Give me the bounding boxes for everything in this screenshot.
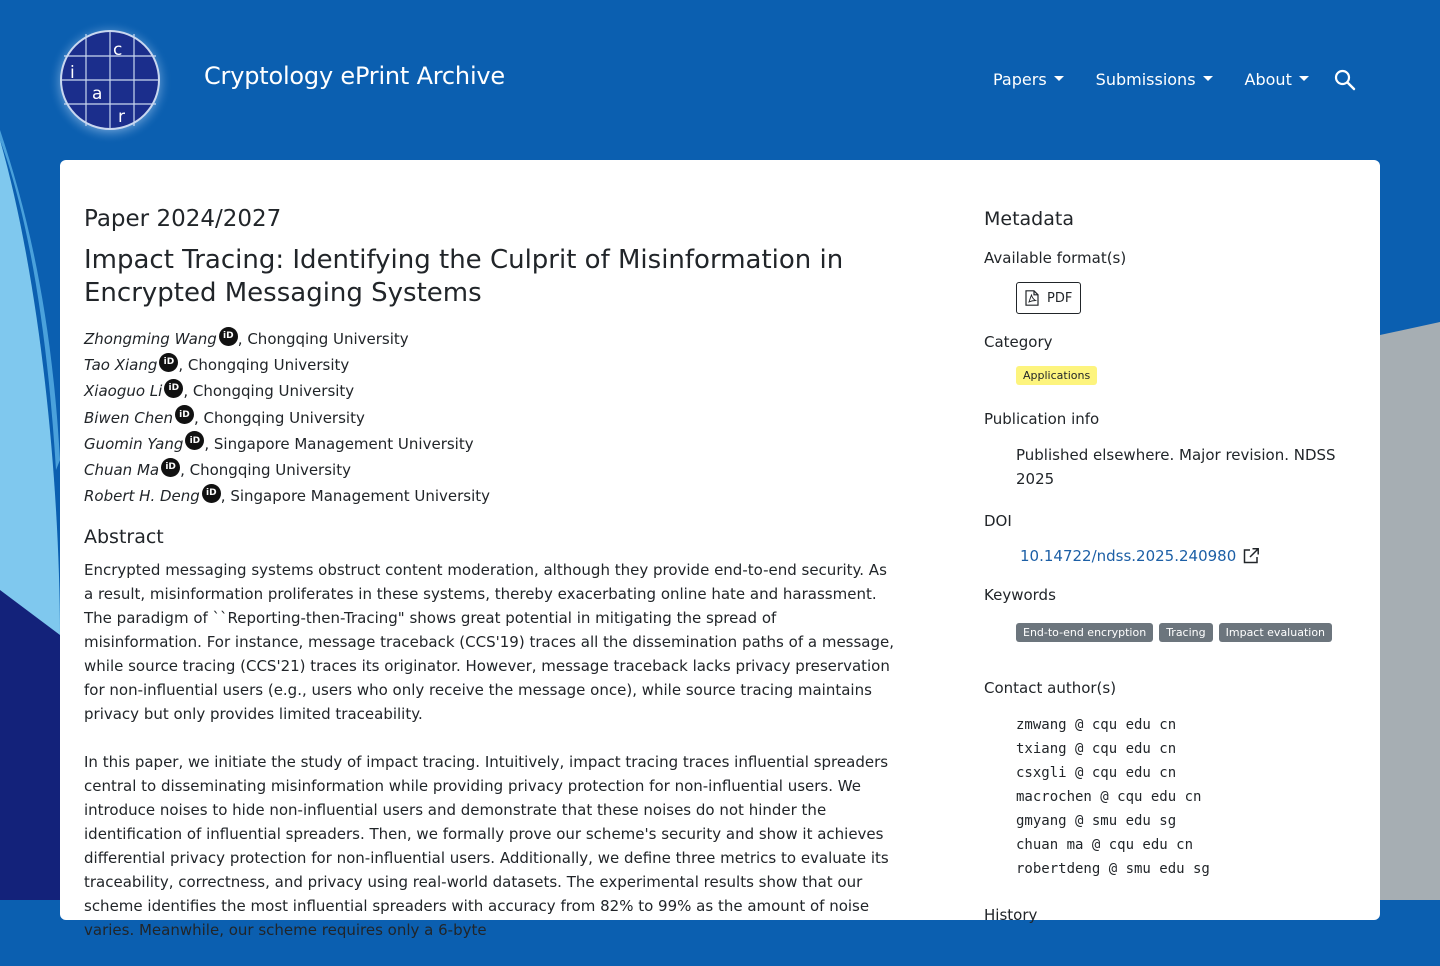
logo-letter-i: i <box>70 63 75 83</box>
pdf-label: PDF <box>1047 290 1073 306</box>
paper-card <box>60 160 1380 940</box>
keywords-block <box>984 621 1364 642</box>
author-name: Guomin Yang <box>84 434 184 453</box>
author-affiliation: , Chongqing University <box>193 408 365 427</box>
pubinfo-text: Published elsewhere. Major revision. NDSS 2025 <box>1016 446 1336 488</box>
author-affiliation: , Singapore Management University <box>220 487 491 506</box>
pubinfo-block <box>984 443 1364 491</box>
contact-list <box>984 713 1364 881</box>
doi-text: 10.14722/ndss.2025.240980 <box>1020 547 1237 565</box>
keywords-label: Keywords <box>984 586 1056 604</box>
site-header <box>0 0 1440 160</box>
metadata-panel <box>984 208 1364 925</box>
nav-about[interactable] <box>1245 68 1309 92</box>
keyword-badge[interactable]: Tracing <box>1159 623 1212 642</box>
orcid-icon[interactable]: iD <box>185 431 204 450</box>
nav-papers-label: Papers <box>993 70 1047 89</box>
keyword-badge[interactable]: End-to-end encryption <box>1016 623 1153 642</box>
pdf-button[interactable] <box>1016 282 1081 314</box>
category-badge[interactable]: Applications <box>1016 366 1097 385</box>
caret-down-icon <box>1299 76 1309 81</box>
abstract-heading: Abstract <box>84 526 164 549</box>
author-name: Robert H. Deng <box>84 487 200 506</box>
abstract-paragraph: Encrypted messaging systems obstruct content moderation, although they provide end-to-end security. As a result, misinformation proliferates in these systems, thereby exacerbating online hate and harassment. The paradigm of ``Reporting-then-Tracing" shows great potential in mitigating the spread of misinformation. For instance, message traceback (CCS'19) traces all the dissemination paths of a message, while source tracing (CCS'21) traces its originator. However, message traceback lacks privacy preservation for non-influential users (e.g., users who only receive the message once), while source tracing maintains privacy but only provides limited traceability. <box>84 561 895 724</box>
author-name: Zhongming Wang <box>84 330 217 348</box>
category-block <box>984 352 1364 409</box>
author-name: Biwen Chen <box>84 408 173 427</box>
author-name: Xiaoguo Li <box>84 382 163 401</box>
orcid-icon[interactable]: iD <box>164 379 183 398</box>
caret-down-icon <box>1203 76 1213 81</box>
history-label: History <box>984 906 1038 924</box>
formats-label: Available format(s) <box>984 249 1127 267</box>
doi-link[interactable] <box>1020 547 1260 565</box>
contact-email: csxgli @ cqu edu cn <box>1016 765 1177 781</box>
author-item <box>84 483 894 509</box>
nav-papers[interactable] <box>993 68 1064 92</box>
author-item <box>84 326 894 352</box>
author-affiliation: , Chongqing University <box>178 356 350 375</box>
contact-label: Contact author(s) <box>984 679 1117 697</box>
author-affiliation: , Chongqing University <box>183 382 355 401</box>
category-label: Category <box>984 333 1053 351</box>
formats-block <box>984 268 1364 332</box>
abstract-body <box>84 558 894 942</box>
contact-email: txiang @ cqu edu cn <box>1016 741 1177 757</box>
abstract-paragraph: In this paper, we initiate the study of impact tracing. Intuitively, impact tracing traces influential spreaders central to disseminating misinformation while providing privacy protection for non-influential users. We introduce noises to hide non-influential users and demonstrate that these noises do not hinder the identification of influential spreaders. Then, we formally prove our scheme's security and show it achieves differential privacy protection for non-influential users. Additionally, we define three metrics to evaluate its traceability, correctness, and privacy using real-world datasets. The experimental results show that our scheme identifies the most influential spreaders with accuracy from 82% to 99% as the amount of noise varies. Meanwhile, our scheme requires only a 6-byte <box>84 753 889 940</box>
paper-id: Paper 2024/2027 <box>84 206 282 232</box>
orcid-icon[interactable]: iD <box>202 484 221 503</box>
doi-label: DOI <box>984 512 1012 530</box>
search-icon[interactable] <box>1333 68 1357 92</box>
nav-about-label: About <box>1244 70 1292 89</box>
paper-main <box>84 206 894 966</box>
caret-down-icon <box>1054 76 1064 81</box>
keyword-badge[interactable]: Impact evaluation <box>1219 623 1332 642</box>
main-nav <box>993 68 1357 92</box>
orcid-icon[interactable]: iD <box>175 405 194 424</box>
pubinfo-label: Publication info <box>984 410 1100 428</box>
author-item <box>84 352 894 378</box>
doi-block <box>984 531 1364 585</box>
logo-letter-a: a <box>92 84 103 104</box>
external-link-icon <box>1242 547 1260 565</box>
author-list <box>84 326 894 509</box>
site-title[interactable]: Cryptology ePrint Archive <box>204 62 505 90</box>
logo-letter-c: c <box>113 40 123 60</box>
logo-letter-r: r <box>118 107 125 127</box>
author-item <box>84 405 894 431</box>
nav-submissions-label: Submissions <box>1095 70 1196 89</box>
orcid-icon[interactable]: iD <box>161 458 180 477</box>
file-pdf-icon <box>1025 290 1039 306</box>
contact-email: chuan ma @ cqu edu cn <box>1016 837 1194 853</box>
iacr-logo[interactable] <box>48 20 172 144</box>
paper-title: Impact Tracing: Identifying the Culprit of Misinformation in Encrypted Messaging Systems <box>84 245 844 308</box>
metadata-heading: Metadata <box>984 208 1074 230</box>
contact-email: zmwang @ cqu edu cn <box>1016 717 1177 733</box>
orcid-icon[interactable]: iD <box>159 353 178 372</box>
orcid-icon[interactable]: iD <box>219 327 238 346</box>
author-affiliation: , Singapore Management University <box>204 434 474 453</box>
author-affiliation: , Chongqing University <box>237 330 409 348</box>
contact-email: robertdeng @ smu edu sg <box>1016 861 1210 877</box>
author-name: Chuan Ma <box>84 461 160 480</box>
author-name: Tao Xiang <box>84 356 158 375</box>
contact-email: gmyang @ smu edu sg <box>1016 813 1177 829</box>
nav-submissions[interactable] <box>1096 68 1213 92</box>
author-item <box>84 431 894 457</box>
author-item <box>84 378 894 404</box>
contact-email: macrochen @ cqu edu cn <box>1016 789 1202 805</box>
author-affiliation: , Chongqing University <box>180 461 351 480</box>
